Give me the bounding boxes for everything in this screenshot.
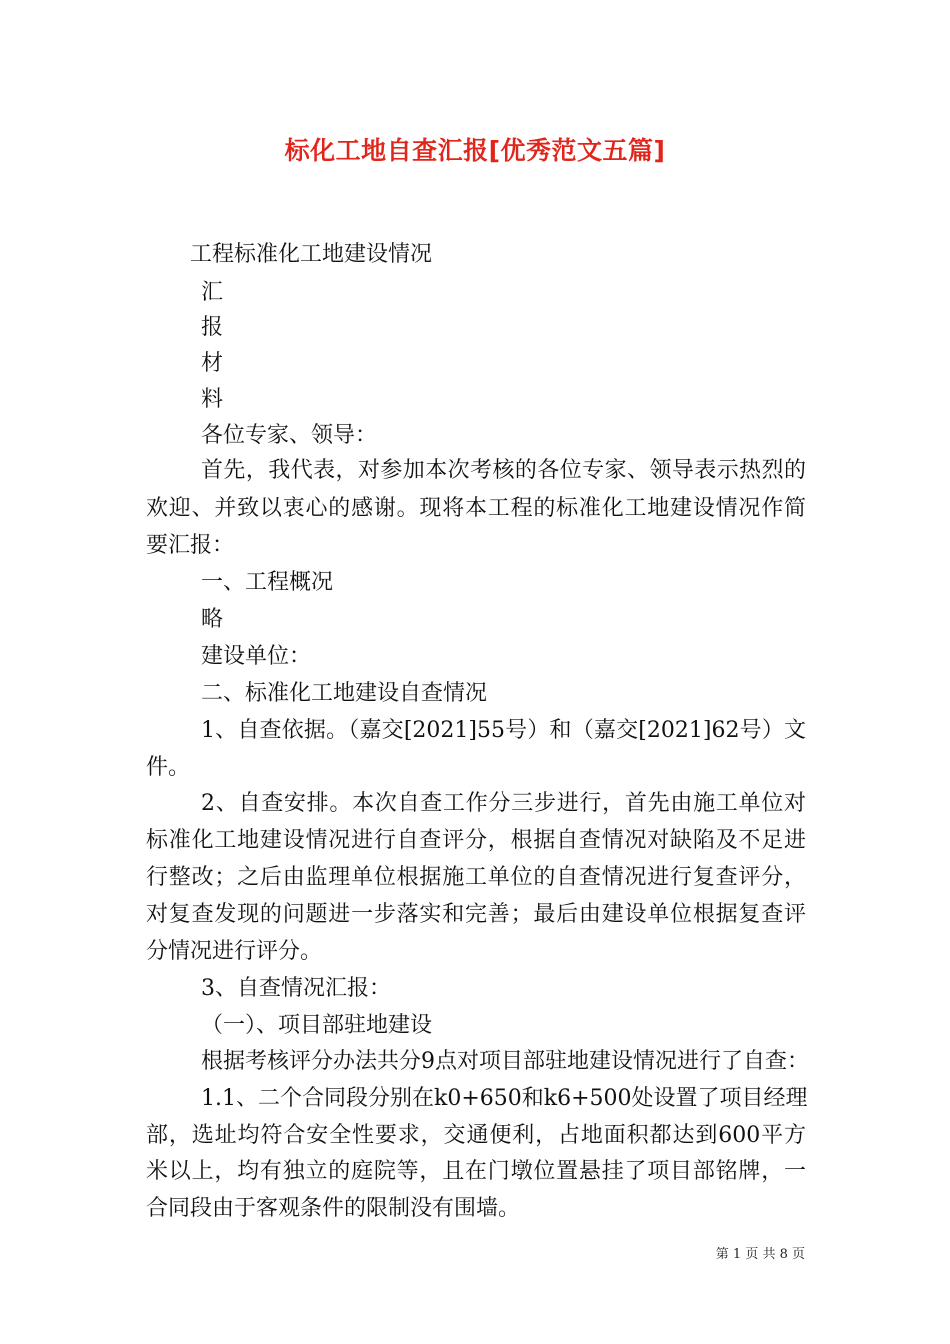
heading-self-check: 二、标准化工地建设自查情况	[201, 681, 488, 706]
report-heading: 3、自查情况汇报：	[201, 976, 391, 1001]
overview-omitted: 略	[201, 607, 224, 632]
item-1-1-line-3: 米以上，均有独立的庭院等，且在门墩位置悬挂了项目部铭牌，一	[146, 1159, 806, 1184]
body-line-2: 汇	[201, 280, 224, 305]
scoring-line: 根据考核评分办法共分9点对项目部驻地建设情况进行了自查：	[201, 1049, 809, 1074]
body-line-4: 材	[201, 351, 224, 376]
body-line-1: 工程标准化工地建设情况	[190, 242, 433, 267]
heading-project-overview: 一、工程概况	[201, 570, 334, 595]
arrangement-line-5: 分情况进行评分。	[146, 939, 323, 964]
item-1-1-line-1: 1.1、二个合同段分别在k0+650和k6+500处设置了项目经理	[201, 1086, 808, 1111]
paragraph-intro-line-2: 欢迎、并致以衷心的感谢。现将本工程的标准化工地建设情况作简	[146, 496, 806, 521]
item-1-1-line-2: 部，选址均符合安全性要求，交通便利，占地面积都达到600平方	[146, 1123, 806, 1148]
arrangement-line-3: 行整改；之后由监理单位根据施工单位的自查情况进行复查评分，	[146, 865, 806, 890]
item-1-1-line-4: 合同段由于客观条件的限制没有围墙。	[146, 1196, 521, 1221]
basis-line-1: 1、自查依据。（嘉交[2021]55号）和（嘉交[2021]62号）文	[201, 718, 806, 743]
paragraph-intro-line-3: 要汇报：	[146, 533, 235, 558]
document-title: 标化工地自查汇报[优秀范文五篇]	[284, 136, 666, 165]
arrangement-line-2: 标准化工地建设情况进行自查评分，根据自查情况对缺陷及不足进	[146, 828, 806, 853]
body-line-5: 料	[201, 387, 224, 412]
basis-line-2: 件。	[146, 755, 191, 780]
salutation: 各位专家、领导：	[201, 423, 378, 448]
subheading-project-office: （一）、项目部驻地建设	[201, 1013, 433, 1038]
construction-unit-label: 建设单位：	[201, 644, 312, 669]
paragraph-intro-line-1: 首先，我代表，对参加本次考核的各位专家、领导表示热烈的	[201, 458, 806, 483]
arrangement-line-4: 对复查发现的问题进一步落实和完善；最后由建设单位根据复查评	[146, 902, 806, 927]
arrangement-line-1: 2、自查安排。本次自查工作分三步进行，首先由施工单位对	[201, 791, 806, 816]
body-line-3: 报	[201, 315, 224, 340]
page-number: 第 1 页 共 8 页	[715, 1247, 805, 1262]
